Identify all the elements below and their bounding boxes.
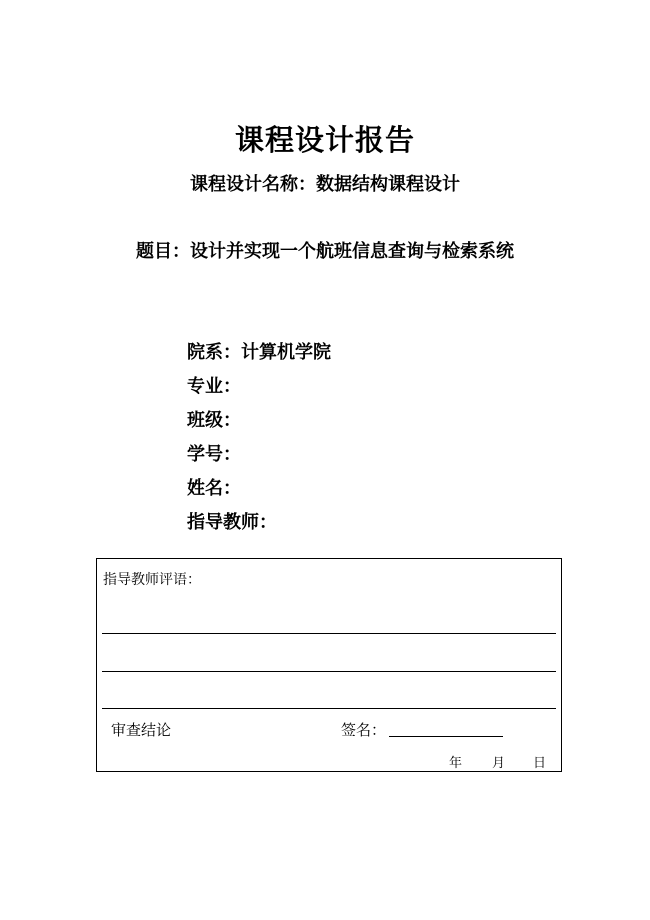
signature-label: 签名： bbox=[341, 721, 387, 739]
student-id-row: 学号： bbox=[187, 444, 241, 465]
topic: 题目：设计并实现一个航班信息查询与检索系统 bbox=[136, 241, 514, 262]
advisor-row: 指导教师： bbox=[187, 512, 277, 533]
report-title: 课程设计报告 bbox=[234, 123, 415, 157]
major-row: 专业： bbox=[187, 376, 241, 397]
review-label: 指导教师评语： bbox=[103, 572, 201, 588]
date-month: 月 bbox=[492, 756, 506, 771]
review-box bbox=[96, 558, 562, 772]
conclusion-label: 审查结论 bbox=[111, 721, 172, 739]
department-row: 院系：计算机学院 bbox=[187, 342, 331, 363]
review-line-1 bbox=[102, 633, 556, 634]
name-row: 姓名： bbox=[187, 478, 241, 499]
review-line-2 bbox=[102, 671, 556, 672]
review-line-3 bbox=[102, 708, 556, 709]
date-year: 年 bbox=[449, 756, 463, 771]
signature-line bbox=[389, 736, 503, 737]
course-name: 课程设计名称：数据结构课程设计 bbox=[190, 174, 460, 195]
date-day: 日 bbox=[533, 756, 547, 771]
class-row: 班级： bbox=[187, 410, 241, 431]
student-info bbox=[187, 339, 331, 543]
